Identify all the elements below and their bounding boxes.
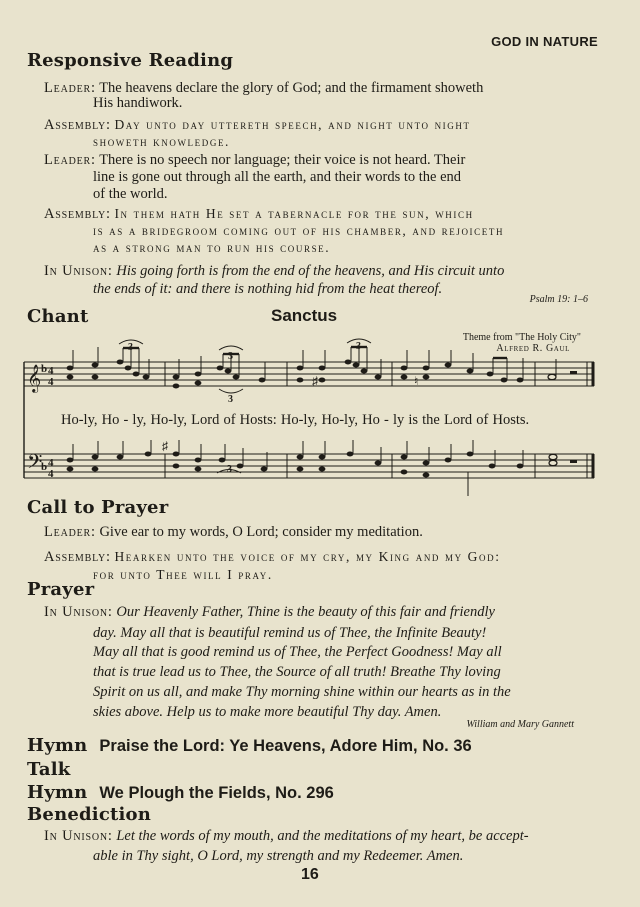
leader-label: Leader:: [44, 524, 96, 540]
unison-label: In Unison:: [44, 604, 113, 620]
svg-text:b: b: [41, 461, 48, 473]
prayer-text-4: that is true lead us to Thee, the Source of all truth! Breathe Thy loving: [93, 664, 501, 680]
leader-text-2a: There is no speech nor language; their voice is not heard. Their: [99, 152, 466, 168]
benediction-text-1: Let the words of my mouth, and the meditations of my heart, be accept-: [116, 828, 529, 844]
unison-text-a: His going forth is from the end of the heavens, and His circuit unto: [116, 263, 505, 279]
call-leader-text: Give ear to my words, O Lord; consider my meditation.: [99, 524, 423, 540]
chant-title: Sanctus: [271, 306, 338, 325]
bass-clef-icon: 𝄢: [27, 452, 43, 478]
prayer-text-1: Our Heavenly Father, Thine is the beauty of this fair and friendly: [116, 604, 495, 620]
prayer-author: William and Mary Gannett: [466, 719, 574, 730]
leader-text-1a: The heavens declare the glory of God; and the firmament showeth: [99, 80, 484, 96]
prayer-line-1: [44, 603, 495, 621]
assembly-text-2a: In them hath He set a tabernacle for the sun, which: [114, 206, 474, 221]
time-signatures: [41, 363, 54, 480]
leader-text-2c: of the world.: [93, 186, 168, 202]
leader-text-1b: His handiwork.: [93, 95, 183, 111]
unison-text-b: the ends of it: and there is nothing hid from the heat thereof.: [93, 281, 443, 297]
hymn-2-label: Hymn: [27, 782, 88, 803]
leader-text-2b: line is gone out through all the earth, and their words to the end: [93, 169, 462, 185]
chant-theme-credit: Theme from "The Holy City": [462, 332, 581, 343]
bass-staff: [24, 454, 594, 478]
benediction-text-2: able in Thy sight, O Lord, my strength and my Redeemer. Amen.: [93, 848, 464, 864]
treble-beams: [123, 347, 507, 358]
svg-text:4: 4: [48, 365, 54, 377]
hymn-1-title: Praise the Lord: Ye Heavens, Adore Him, No. 36: [99, 737, 472, 755]
hymn-2-title: We Plough the Fields, No. 296: [99, 784, 334, 802]
svg-text:3: 3: [356, 341, 361, 352]
call-assembly-text-b: for unto Thee will I pray.: [93, 567, 273, 582]
benediction-line-1: [44, 827, 529, 845]
svg-text:3: 3: [128, 342, 133, 353]
call-leader-line: [44, 523, 423, 541]
svg-text:4: 4: [48, 376, 54, 388]
prayer-text-5: Spirit on us all, and make Thy morning shine within our hearts as in the: [93, 684, 511, 700]
leader-label: Leader:: [44, 152, 96, 168]
assembly-label: Assembly:: [44, 117, 111, 133]
prayer-text-3: May all that is good remind us of Thee, the Perfect Goodness! May all: [93, 644, 502, 660]
running-header: GOD IN NATURE: [491, 34, 598, 49]
hymn-1-row: [27, 735, 472, 756]
prayer-text-6: skies above. Help us to make more beautiful Thy day. Amen.: [93, 704, 442, 720]
assembly-text-2c: as a strong man to run his course.: [93, 240, 331, 255]
assembly-label: Assembly:: [44, 206, 111, 222]
responsive-reading-heading: Responsive Reading: [27, 50, 234, 71]
prayer-text-2: day. May all that is beautiful remind us of Thee, the Infinite Beauty!: [93, 625, 487, 641]
call-to-prayer-heading: Call to Prayer: [27, 497, 169, 518]
hymn-1-label: Hymn: [27, 735, 88, 756]
assembly-text-1a: Day unto day uttereth speech, and night unto night: [114, 117, 471, 132]
benediction-heading: Benediction: [27, 804, 152, 825]
treble-staff: [24, 362, 594, 386]
assembly-label: Assembly:: [44, 549, 111, 565]
bass-noteheads: [67, 452, 557, 478]
svg-text:3: 3: [227, 464, 232, 475]
triplet-marks: [128, 341, 361, 475]
slurs: [119, 339, 371, 473]
assembly-text-2b: is as a bridegroom coming out of his chamber, and rejoiceth: [93, 223, 505, 238]
page-number: 16: [301, 866, 319, 883]
call-assembly-line: [44, 548, 501, 566]
prayer-heading: Prayer: [27, 579, 95, 600]
chant-lyrics: Ho-ly, Ho - ly, Ho-ly, Lord of Hosts: Ho-ly, Ho-ly, Ho - ly is the Lord of Hosts.: [61, 412, 530, 428]
call-assembly-text-a: Hearken unto the voice of my cry, my King and my God:: [114, 549, 501, 564]
psalm-citation: Psalm 19: 1–6: [529, 294, 588, 305]
chant-heading: Chant: [27, 306, 89, 327]
svg-text:♯: ♯: [162, 439, 168, 453]
svg-text:4: 4: [48, 468, 54, 480]
assembly-text-1b: showeth knowledge.: [93, 134, 231, 149]
svg-text:4: 4: [48, 457, 54, 469]
svg-text:♮: ♮: [414, 374, 419, 388]
unison-label: In Unison:: [44, 263, 113, 279]
unison-label: In Unison:: [44, 828, 113, 844]
treble-clef-icon: 𝄞: [27, 366, 42, 392]
svg-text:3: 3: [228, 394, 233, 405]
svg-text:♯: ♯: [312, 374, 318, 388]
svg-text:b: b: [41, 363, 48, 375]
chant-composer: Alfred R. Gaul: [496, 343, 570, 354]
talk-heading: Talk: [27, 759, 71, 780]
svg-text:3: 3: [228, 351, 233, 362]
leader-label: Leader:: [44, 80, 96, 96]
rests: [570, 371, 577, 463]
hymn-2-row: [27, 782, 334, 803]
